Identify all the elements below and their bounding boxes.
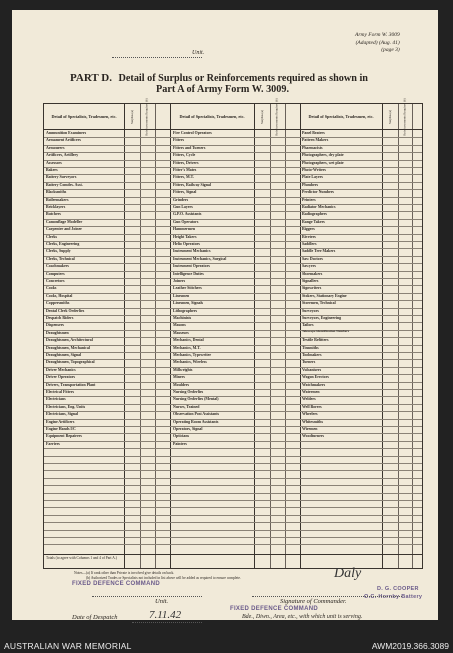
totals-label: Totals (to agree with Columns 1 and 4 of Part A.) bbox=[46, 556, 117, 560]
table-cell: Blacksmiths bbox=[46, 190, 67, 195]
col-header-required-1: Reinforcements Required (b) bbox=[145, 97, 149, 136]
table-cell: Artificers, Artillery bbox=[46, 153, 79, 158]
note-a: Notes—(a) If rank other than Private is involved give details on back. bbox=[74, 571, 175, 575]
table-cell: G.P.O. Assistants bbox=[173, 212, 202, 217]
table-cell: Fitters, Drivers bbox=[173, 160, 199, 165]
table-cell: Riggers bbox=[302, 227, 315, 232]
table-cell: Fitter's Mates bbox=[173, 168, 197, 172]
table-cell: Fitters, Cycle bbox=[173, 153, 196, 158]
table-cell: Fitters bbox=[173, 138, 185, 143]
table-cell: Concretors bbox=[46, 279, 65, 283]
table-cell: Mechanics, Dental bbox=[173, 338, 204, 343]
table-cell: Nursing Orderlies (Mental) bbox=[173, 397, 219, 402]
table-cell: Toolmakers bbox=[302, 353, 322, 357]
table-cell: Instrument Mechanics, Surgical bbox=[173, 256, 227, 261]
table-cell: Bakers bbox=[46, 168, 58, 172]
table-cell: Panel Beaters bbox=[302, 131, 325, 135]
table-cell: Draughtsmen, Topographical bbox=[46, 360, 95, 365]
table-cell: Watchmakers bbox=[302, 382, 326, 387]
table-cell: Clerks bbox=[46, 234, 58, 239]
table-cell: Armament Artificers bbox=[46, 138, 81, 143]
table-cell: Electricians, Signal bbox=[46, 412, 78, 417]
table-cell: Leather Stitchers bbox=[173, 286, 202, 291]
table-cell: Photographers, wet plate bbox=[302, 160, 344, 165]
col-header-specialists-2: Detail of Specialists, Tradesmen, etc. bbox=[179, 114, 245, 119]
signature-label: Signature of Commander. bbox=[280, 598, 347, 605]
part-label: PART D. bbox=[70, 72, 112, 84]
table-cell: Vulcanisers bbox=[302, 367, 322, 372]
despatch-label: Date of Despatch bbox=[72, 614, 118, 621]
table-cell: Cooks, Hospital bbox=[46, 293, 73, 298]
table-cell: Mechanics, Wireless bbox=[173, 360, 207, 365]
form-ref-line-1: Army Form W. 3009 bbox=[355, 32, 400, 38]
table-cell: Cooks bbox=[46, 286, 57, 291]
table-cell: Fire Control Operators bbox=[173, 131, 212, 135]
table-cell: Plate Layers bbox=[302, 175, 323, 180]
table-cell: Telescope Identification Numbers bbox=[302, 329, 350, 333]
note-b: (b) Authorized Trades or Specialists not included in list above will be added as required to ensure complete. bbox=[86, 575, 241, 580]
table-cell: Well Borers bbox=[302, 404, 322, 409]
table-cell: Machinists bbox=[173, 316, 192, 320]
table-cell: Storemen, Technical bbox=[302, 301, 336, 306]
table-cell: Clerks, Engineering bbox=[46, 242, 80, 246]
col-header-specialists-1: Detail of Specialists, Tradesmen, etc. bbox=[51, 114, 117, 119]
table-cell: Surveyors bbox=[302, 308, 319, 313]
table-cell: Engine Hands I/C bbox=[46, 427, 76, 431]
table-cell: Woodturners bbox=[302, 434, 325, 439]
table-cell: Miners bbox=[173, 375, 185, 380]
table-cell: Watermen bbox=[302, 390, 320, 394]
table-cell: Driver Operators bbox=[46, 375, 75, 380]
form-ref-line-3: (page 3) bbox=[381, 47, 400, 53]
table-cell: Wheelers bbox=[302, 412, 318, 417]
table-cell: Camouflage Modeller bbox=[46, 219, 83, 224]
table-cell: Driver Mechanics bbox=[46, 367, 76, 372]
table-cell: Masseurs bbox=[173, 330, 189, 335]
table-cell: Electricians bbox=[46, 397, 66, 402]
despatch-date: 7.11.42 bbox=[149, 609, 182, 621]
table-cell: Equipment Repairers bbox=[46, 434, 82, 439]
table-cell: Observation Post Assistants bbox=[173, 412, 220, 417]
archive-footer bbox=[0, 631, 453, 653]
table-cell: Operators, Signal bbox=[173, 427, 203, 431]
table-cell: Clerks, Technical bbox=[46, 256, 75, 261]
table-cell: Nurses, Trained bbox=[173, 404, 200, 409]
table-cell: Dental Clerk Orderlies bbox=[46, 308, 85, 313]
table-cell: Shoemakers bbox=[302, 271, 323, 276]
table-cell: Intelligence Duties bbox=[173, 271, 204, 276]
table-cell: Pharmacists bbox=[302, 145, 323, 150]
table-cell: Gun Operators bbox=[173, 219, 199, 224]
table-cell: Gun Layers bbox=[173, 205, 193, 209]
title-line-1: Detail of Surplus or Reinforcements required as shown in bbox=[118, 73, 368, 84]
table-cell: Carpenter and Joiner bbox=[46, 227, 83, 232]
table-cell: Wiremen bbox=[302, 427, 318, 431]
handwritten-signature: Daly bbox=[334, 566, 362, 581]
table-cell: Wagon Erectors bbox=[302, 375, 329, 380]
table-cell: Dispensers bbox=[46, 323, 64, 328]
table-cell: Radiographers bbox=[302, 212, 327, 217]
table-cell: Photographers, dry plate bbox=[302, 153, 344, 158]
bde-label: Bde., Diwn., Area, etc., with which unit is serving. bbox=[242, 614, 363, 620]
unit-label: Unit. bbox=[192, 50, 205, 56]
table-cell: Battery Surveyors bbox=[46, 175, 77, 180]
table-cell: Fitters, M.T. bbox=[173, 175, 194, 180]
table-cell: Coachmakers bbox=[46, 264, 69, 269]
despatch-line bbox=[132, 622, 202, 623]
table-cell: Ammunition Examiners bbox=[46, 131, 87, 135]
table-cell: Millwrights bbox=[173, 367, 193, 372]
table-cell: Grinders bbox=[173, 197, 189, 202]
stamp-battery: O.C. Hornby Battery bbox=[364, 594, 423, 600]
table-cell: Mechanics, M.T. bbox=[173, 345, 201, 350]
table-cell: Stokers, Stationary Engine bbox=[302, 293, 347, 298]
form-ref-line-2: (Adapted) (Aug. 41) bbox=[355, 39, 400, 46]
stamp-fixed-defence-center: FIXED DEFENCE COMMAND bbox=[230, 606, 318, 612]
table-cell: Draughtsmen, Mechanical bbox=[46, 345, 90, 350]
table-cell: Boilermakers bbox=[46, 197, 69, 202]
table-cell: Linesmen, Signals bbox=[173, 301, 204, 306]
table-cell: Battery Comdrs. Asst. bbox=[46, 182, 83, 187]
table-cell: Tinsmiths bbox=[302, 345, 319, 350]
table-cell: Riveters bbox=[302, 234, 316, 239]
table-cell: Operating Room Assistants bbox=[173, 419, 219, 424]
table-cell: Computers bbox=[46, 271, 65, 276]
table-cell: Instrument Mechanics bbox=[173, 249, 211, 254]
form-reference bbox=[355, 32, 400, 55]
table-cell: Predictor Numbers bbox=[302, 190, 334, 195]
table-cell: Signwriters bbox=[302, 286, 322, 291]
table-cell: Opticians bbox=[173, 434, 189, 439]
table-cell: Draughtsmen, Signal bbox=[46, 353, 82, 357]
col-header-required-3: Reinforcements Required (b) bbox=[403, 97, 407, 136]
table-cell: Signallers bbox=[302, 279, 319, 283]
table-cell: Moulders bbox=[173, 382, 189, 387]
table-cell: Whitesmiths bbox=[302, 419, 323, 424]
specialists-table bbox=[43, 97, 423, 569]
col-header-required-2: Reinforcements Required (b) bbox=[275, 97, 279, 136]
table-cell: Saddle Tree Makers bbox=[302, 249, 336, 254]
table-cell: Electricians, Eng. Units bbox=[46, 404, 86, 409]
table-cell: Printers bbox=[302, 197, 316, 202]
table-cell: Fitters, Signal bbox=[173, 190, 197, 195]
table-cell: Despatch Riders bbox=[46, 316, 74, 320]
unit-label-bottom: Unit. bbox=[155, 598, 169, 605]
table-cell: Clerks, Supply bbox=[46, 249, 71, 254]
archive-institution: AUSTRALIAN WAR MEMORIAL bbox=[4, 641, 132, 651]
signature-line bbox=[252, 596, 402, 597]
table-cell: Tailors bbox=[302, 323, 314, 328]
table-cell: Coppersmiths bbox=[46, 301, 70, 306]
table-cell: Painters bbox=[173, 441, 187, 446]
table-cell: Fitters and Turners bbox=[173, 145, 206, 150]
table-cell: Radiator Mechanics bbox=[302, 205, 336, 209]
col-header-surplus-1: Surplus (a) bbox=[130, 109, 135, 124]
table-cell: Drivers, Transportation Plant bbox=[46, 382, 96, 387]
table-cell: Photo-Writers bbox=[302, 168, 326, 172]
table-cell: Assessors bbox=[46, 160, 62, 165]
unit-line-bottom bbox=[92, 596, 202, 597]
table-cell: Turners bbox=[302, 360, 316, 365]
table-cell: Hammermen bbox=[173, 227, 196, 232]
table-cell: Range Takers bbox=[302, 219, 325, 224]
table-cell: Saddlers bbox=[302, 242, 317, 246]
table-cell: Helio Operators bbox=[173, 242, 200, 246]
col-header-surplus-3: Surplus (a) bbox=[388, 109, 393, 124]
part-title bbox=[70, 73, 410, 95]
table-cell: Draughtsmen bbox=[46, 330, 69, 335]
table-cell: Pattern Makers bbox=[302, 138, 329, 143]
table-cell: Fitters, Railway Signal bbox=[173, 182, 211, 187]
archive-reference: AWM2019.366.3089 bbox=[371, 641, 449, 651]
table-cell: Lithographers bbox=[173, 308, 197, 313]
table-cell: Armourers bbox=[46, 145, 65, 150]
table-cell: Textile Refitters bbox=[302, 338, 329, 343]
table-cell: Draughtsmen, Architectural bbox=[46, 338, 93, 343]
table-cell: Height Takers bbox=[173, 234, 197, 239]
table-cell: Bricklayers bbox=[46, 205, 66, 209]
table-cell: Mechanics, Typewriter bbox=[173, 353, 212, 357]
col-header-surplus-2: Surplus (a) bbox=[260, 109, 265, 124]
table-cell: Engine Artificers bbox=[46, 419, 75, 424]
table-cell: Surveyors, Engineering bbox=[302, 316, 342, 320]
table-cell: Electrical Fitters bbox=[46, 390, 74, 394]
table-cell: Linesmen bbox=[173, 293, 190, 298]
unit-line bbox=[112, 57, 202, 58]
table-cell: Saw Doctors bbox=[302, 256, 323, 261]
table-cell: Joiners bbox=[173, 279, 186, 283]
table-cell: Masons bbox=[173, 323, 186, 328]
col-header-specialists-3: Detail of Specialists, Tradesmen, etc. bbox=[308, 114, 374, 119]
table-cell: Instrument Operators bbox=[173, 264, 210, 269]
stamp-officer: D. G. COOPER bbox=[377, 586, 419, 592]
table-cell: Sawyers bbox=[302, 264, 316, 269]
table-cell: Welders bbox=[302, 397, 316, 402]
table-cell: Nursing Orderlies bbox=[173, 390, 204, 394]
form-page bbox=[12, 10, 438, 620]
table-cell: Butchers bbox=[46, 212, 61, 217]
title-line-2: Part A of Army Form W. 3009. bbox=[156, 84, 289, 95]
table-cell: Plumbers bbox=[302, 182, 318, 187]
table-cell: Farriers bbox=[46, 441, 60, 446]
stamp-fixed-defence-left: FIXED DEFENCE COMMAND bbox=[72, 581, 160, 587]
